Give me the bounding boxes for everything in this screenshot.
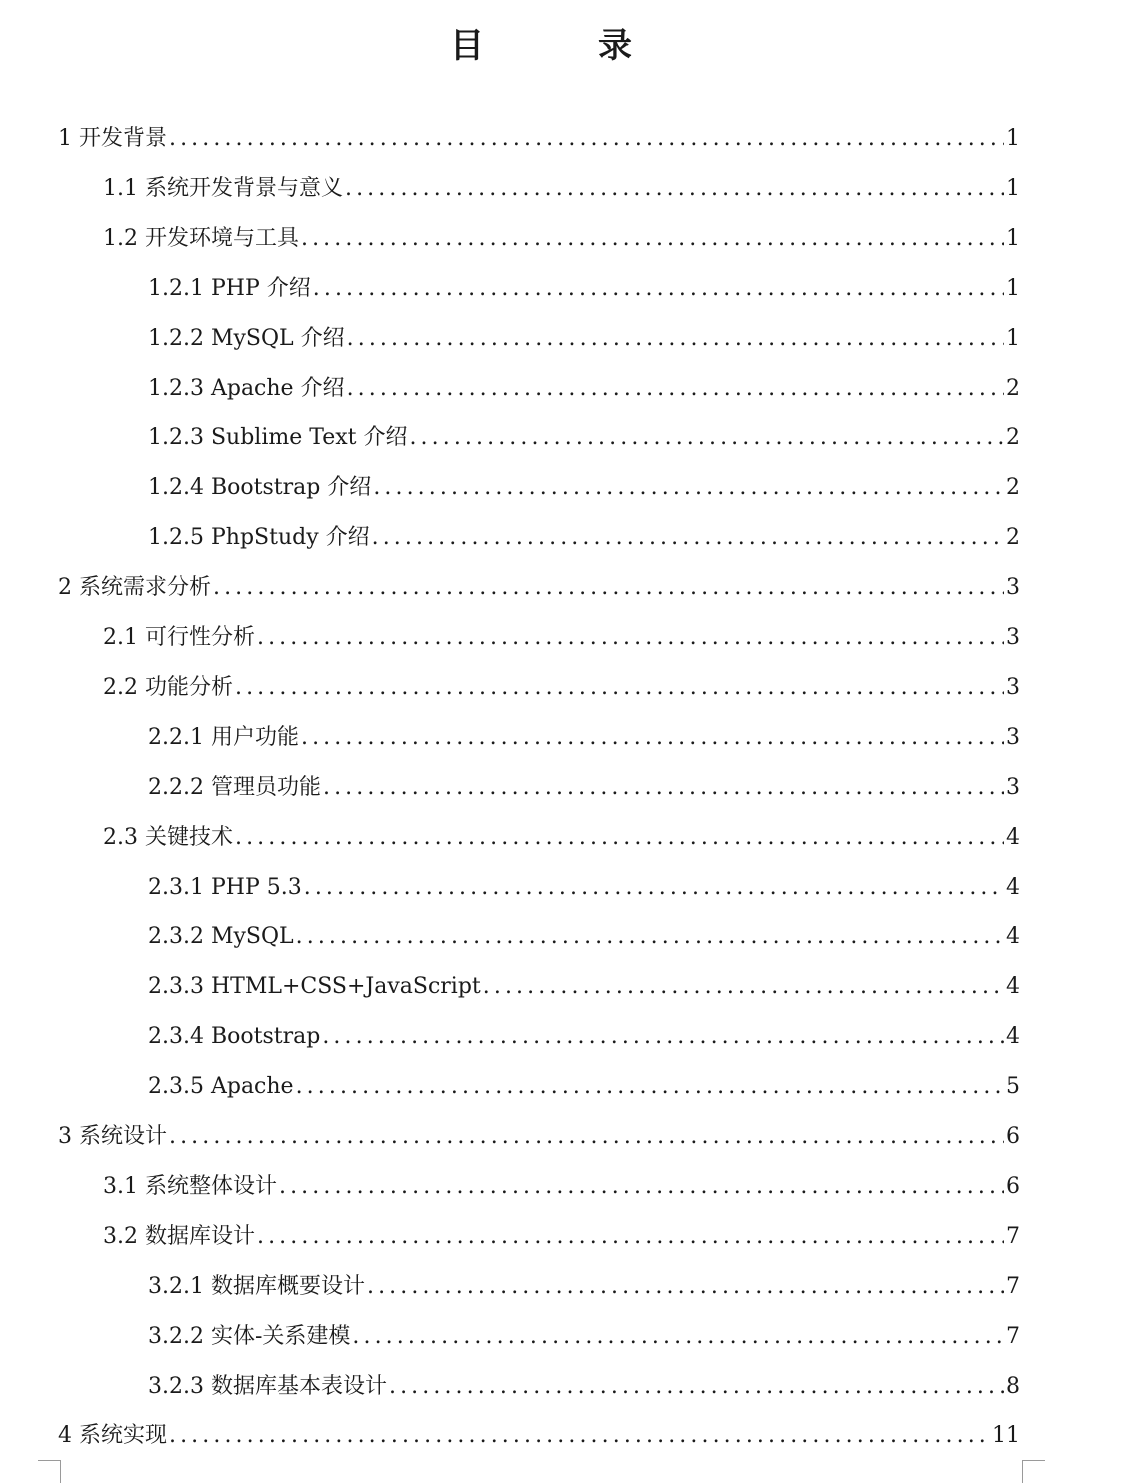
toc-entry-page-number: 2 xyxy=(1006,475,1020,501)
toc-dot-leader xyxy=(235,663,1004,713)
toc-dot-leader xyxy=(373,463,1004,513)
toc-entry-title: 1.2.2 MySQL 介绍 xyxy=(148,325,345,351)
toc-entry-title: 3.2.2 实体-关系建模 xyxy=(148,1323,351,1349)
toc-entry-page-number: 3 xyxy=(1006,625,1020,650)
toc-entry-page-number: 7 xyxy=(1006,1223,1020,1249)
toc-entry[interactable] xyxy=(148,513,1020,563)
toc-entry[interactable] xyxy=(148,713,1020,763)
toc-entry-page-number: 4 xyxy=(1006,824,1020,850)
toc-dot-leader xyxy=(257,1212,1004,1262)
toc-entry-title: 2.3 关键技术 xyxy=(103,824,233,850)
toc-dot-leader xyxy=(313,264,1004,314)
toc-entry-page-number: 1 xyxy=(1006,275,1020,301)
toc-entry[interactable] xyxy=(148,1012,1020,1062)
toc-entry-title: 3.2.1 数据库概要设计 xyxy=(148,1273,365,1299)
toc-entry[interactable] xyxy=(103,214,1020,264)
toc-entry-title: 1.2.5 PhpStudy 介绍 xyxy=(148,525,370,551)
toc-entry-title: 2.3.5 Apache xyxy=(148,1074,294,1100)
toc-entry-page-number: 1 xyxy=(1006,126,1020,151)
toc-dot-leader xyxy=(352,1312,1004,1362)
toc-dot-leader xyxy=(347,364,1004,414)
toc-entry-page-number: 4 xyxy=(1006,924,1020,950)
toc-entry-title: 2.1 可行性分析 xyxy=(103,625,255,650)
toc-dot-leader xyxy=(235,813,1004,863)
toc-entry-title: 3.2 数据库设计 xyxy=(103,1223,255,1249)
toc-entry-title: 2.2 功能分析 xyxy=(103,674,233,700)
toc-entry[interactable] xyxy=(148,1262,1020,1312)
toc-entry-title: 2.3.2 MySQL xyxy=(148,924,294,950)
toc-dot-leader xyxy=(301,713,1004,763)
toc-entry[interactable] xyxy=(148,962,1020,1012)
toc-entry-page-number: 3 xyxy=(1006,575,1020,601)
toc-entry[interactable] xyxy=(103,613,1020,663)
toc-entry-page-number: 4 xyxy=(1006,974,1020,1000)
toc-entry[interactable] xyxy=(148,912,1020,962)
toc-entry[interactable] xyxy=(148,863,1020,913)
toc-dot-leader xyxy=(257,613,1004,663)
toc-entry[interactable] xyxy=(103,1212,1020,1262)
toc-entry[interactable] xyxy=(103,164,1020,214)
toc-entry[interactable] xyxy=(103,663,1020,713)
toc-dot-leader xyxy=(169,1112,1004,1162)
toc-dot-leader xyxy=(323,763,1004,813)
toc-entry-title: 1.2.4 Bootstrap 介绍 xyxy=(148,475,372,501)
toc-dot-leader xyxy=(322,1012,1004,1062)
toc-entry-page-number: 6 xyxy=(1006,1124,1020,1149)
toc-entry-title: 4 系统实现 xyxy=(58,1423,167,1449)
toc-entry-title: 3 系统设计 xyxy=(58,1124,167,1149)
toc-entry-title: 3.2.3 数据库基本表设计 xyxy=(148,1373,387,1399)
toc-entry-title: 2 系统需求分析 xyxy=(58,575,211,601)
toc-entry[interactable] xyxy=(148,264,1020,314)
toc-entry[interactable] xyxy=(58,1112,1020,1162)
toc-entry[interactable] xyxy=(58,1411,1020,1461)
toc-entry-page-number: 4 xyxy=(1006,1024,1020,1050)
toc-entry-page-number: 7 xyxy=(1006,1323,1020,1349)
toc-entry[interactable] xyxy=(148,463,1020,513)
toc-entry[interactable] xyxy=(148,763,1020,813)
page-corner-mark-left xyxy=(38,1460,61,1483)
toc-entry[interactable] xyxy=(103,813,1020,863)
toc-entry-title: 1 开发背景 xyxy=(58,126,167,151)
toc-dot-leader xyxy=(279,1162,1004,1212)
toc-entry[interactable] xyxy=(148,413,1020,463)
toc-entry-page-number: 8 xyxy=(1006,1373,1020,1399)
toc-dot-leader xyxy=(367,1262,1004,1312)
toc-dot-leader xyxy=(347,314,1004,364)
toc-entry[interactable] xyxy=(103,1162,1020,1212)
toc-entry-title: 1.2.3 Apache 介绍 xyxy=(148,375,345,401)
toc-dot-leader xyxy=(213,563,1004,613)
toc-dot-leader xyxy=(296,912,1004,962)
toc-entry[interactable] xyxy=(58,114,1020,164)
toc-entry[interactable] xyxy=(148,364,1020,414)
toc-dot-leader xyxy=(169,1411,990,1461)
toc-entry-title: 2.3.3 HTML+CSS+JavaScript xyxy=(148,974,481,1000)
toc-entry-title: 2.3.4 Bootstrap xyxy=(148,1024,321,1050)
toc-entry-title: 2.2.2 管理员功能 xyxy=(148,774,321,800)
toc-dot-leader xyxy=(409,413,1004,463)
toc-entry-title: 1.2 开发环境与工具 xyxy=(103,225,299,251)
toc-entry-page-number: 2 xyxy=(1006,375,1020,401)
toc-entry-page-number: 4 xyxy=(1006,874,1020,900)
toc-entry-title: 3.1 系统整体设计 xyxy=(103,1173,277,1199)
toc-entry-page-number: 1 xyxy=(1006,225,1020,251)
toc-dot-leader xyxy=(483,962,1004,1012)
toc-entry-page-number: 5 xyxy=(1006,1074,1020,1100)
toc-dot-leader xyxy=(169,114,1004,164)
toc-entry-page-number: 11 xyxy=(992,1423,1020,1449)
toc-entry[interactable] xyxy=(148,1062,1020,1112)
toc-dot-leader xyxy=(296,1062,1004,1112)
toc-entry-page-number: 7 xyxy=(1006,1273,1020,1299)
toc-entry-page-number: 2 xyxy=(1006,425,1020,451)
toc-entry-page-number: 3 xyxy=(1006,674,1020,700)
toc-entry-page-number: 1 xyxy=(1006,325,1020,351)
toc-entry-page-number: 1 xyxy=(1006,175,1020,201)
toc-entry-page-number: 6 xyxy=(1006,1173,1020,1199)
toc-dot-leader xyxy=(389,1362,1004,1412)
toc-entry-title: 2.3.1 PHP 5.3 xyxy=(148,874,302,900)
toc-entry[interactable] xyxy=(148,1312,1020,1362)
toc-entry-page-number: 2 xyxy=(1006,525,1020,551)
toc-dot-leader xyxy=(304,863,1004,913)
toc-entry[interactable] xyxy=(148,1362,1020,1412)
toc-entry-title: 1.2.1 PHP 介绍 xyxy=(148,275,311,301)
toc-dot-leader xyxy=(301,214,1004,264)
toc-entry-page-number: 3 xyxy=(1006,724,1020,750)
page-corner-mark-right xyxy=(1022,1460,1045,1483)
toc-dot-leader xyxy=(345,164,1004,214)
toc-entry[interactable] xyxy=(58,563,1020,613)
toc-entry-page-number: 3 xyxy=(1006,774,1020,800)
toc-entry-title: 2.2.1 用户功能 xyxy=(148,724,299,750)
toc-entry[interactable] xyxy=(148,314,1020,364)
toc-entry-title: 1.1 系统开发背景与意义 xyxy=(103,175,343,201)
page-title: 目 录 xyxy=(450,26,672,66)
toc-dot-leader xyxy=(372,513,1004,563)
toc-entry-title: 1.2.3 Sublime Text 介绍 xyxy=(148,425,408,451)
